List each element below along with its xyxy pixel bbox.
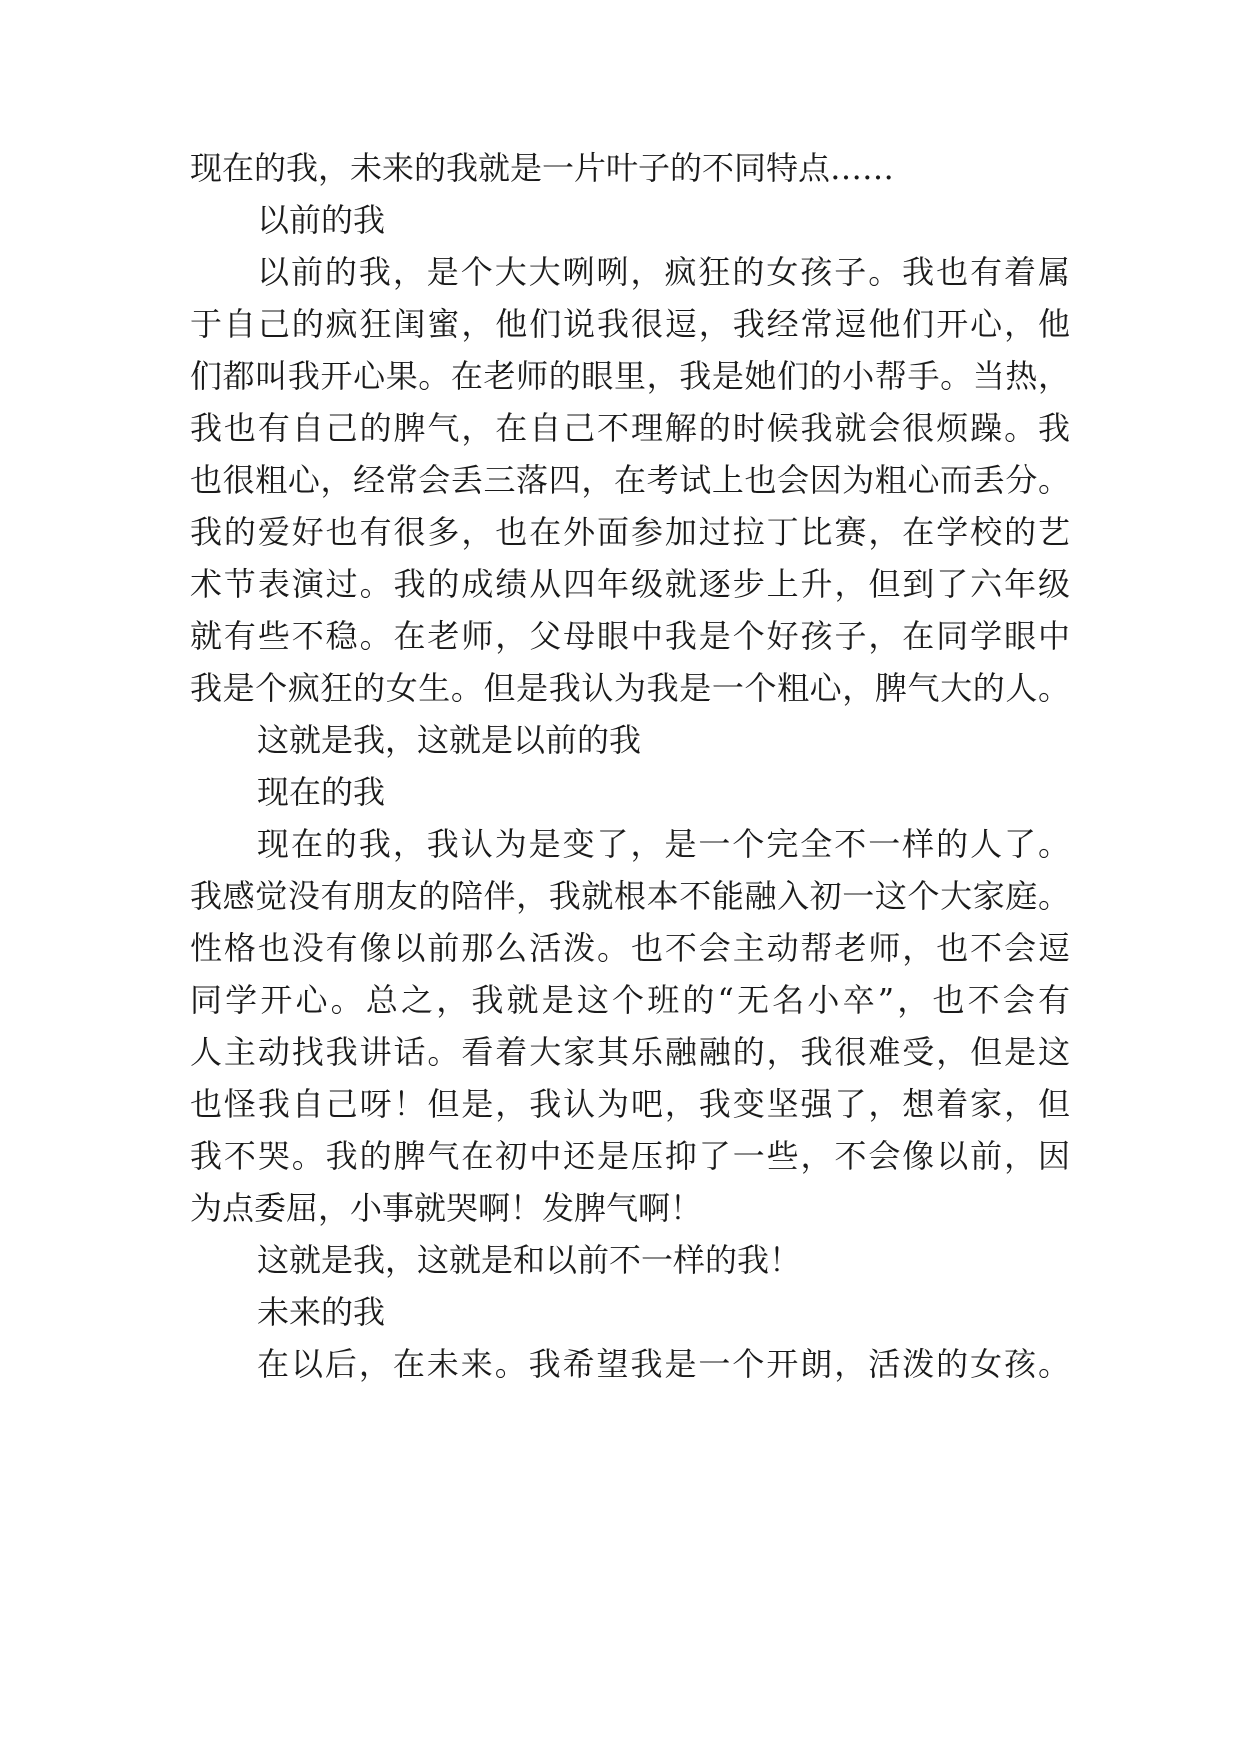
paragraph-line: 术节表演过。我的成绩从四年级就逐步上升，但到了六年级 [190,565,1070,603]
paragraph-line: 我是个疯狂的女生。但是我认为我是一个粗心，脾气大的人。 [190,669,1070,707]
paragraph-line: 我的爱好也有很多，也在外面参加过拉丁比赛，在学校的艺 [190,513,1070,551]
paragraph-line: 我感觉没有朋友的陪伴，我就根本不能融入初一这个大家庭。 [190,877,1070,915]
summary-line-past: 这就是我，这就是以前的我 [257,721,642,759]
section-heading-present: 现在的我 [257,773,386,811]
paragraph-line: 也很粗心，经常会丢三落四，在考试上也会因为粗心而丢分。 [190,461,1070,499]
section-heading-past: 以前的我 [257,201,386,239]
paragraph-line: 也怪我自己呀！但是，我认为吧，我变坚强了，想着家，但 [190,1085,1070,1123]
paragraph-line: 同学开心。总之，我就是这个班的“无名小卒”，也不会有 [190,981,1070,1019]
paragraph-line: 我也有自己的脾气，在自己不理解的时候我就会很烦躁。我 [190,409,1070,447]
text-line-continuation: 现在的我，未来的我就是一片叶子的不同特点…… [190,149,895,187]
paragraph-line: 就有些不稳。在老师，父母眼中我是个好孩子，在同学眼中 [190,617,1070,655]
paragraph-line: 在以后，在未来。我希望我是一个开朗，活泼的女孩。 [257,1345,1070,1383]
paragraph-line: 为点委屈，小事就哭啊！发脾气啊！ [190,1189,703,1227]
section-heading-future: 未来的我 [257,1293,386,1331]
paragraph-line: 于自己的疯狂闺蜜，他们说我很逗，我经常逗他们开心，他 [190,305,1070,343]
paragraph-line: 以前的我，是个大大咧咧，疯狂的女孩子。我也有着属 [257,253,1070,291]
paragraph-line: 们都叫我开心果。在老师的眼里，我是她们的小帮手。当热， [190,357,1070,395]
summary-line-present: 这就是我，这就是和以前不一样的我！ [257,1241,802,1279]
paragraph-line: 现在的我，我认为是变了，是一个完全不一样的人了。 [257,825,1070,863]
paragraph-line: 人主动找我讲话。看着大家其乐融融的，我很难受，但是这 [190,1033,1070,1071]
paragraph-line: 性格也没有像以前那么活泼。也不会主动帮老师，也不会逗 [190,929,1070,967]
paragraph-line: 我不哭。我的脾气在初中还是压抑了一些，不会像以前，因 [190,1137,1070,1175]
